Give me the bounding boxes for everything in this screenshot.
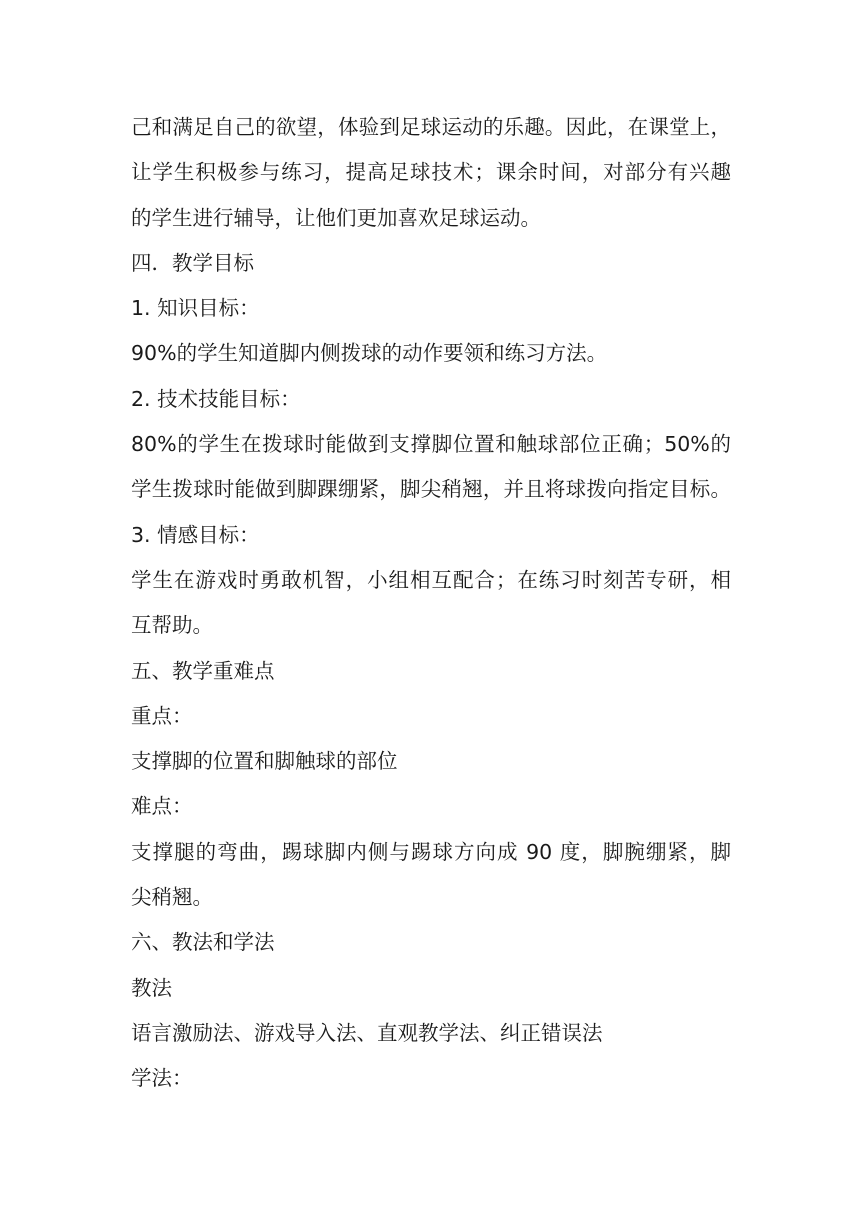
- paragraph-line: 90%的学生知道脚内侧拨球的动作要领和练习方法。: [131, 341, 608, 366]
- paragraph-line: 互帮助。: [131, 613, 213, 638]
- paragraph-line: 80%的学生在拨球时能做到支撑脚位置和触球部位正确；50%的: [131, 432, 731, 457]
- paragraph-line: 让学生积极参与练习，提高足球技术；课余时间，对部分有兴趣: [131, 160, 731, 185]
- label-line: 教法: [131, 975, 172, 1000]
- section-heading: 五、教学重难点: [131, 658, 275, 683]
- paragraph-line: 学生在游戏时勇敢机智，小组相互配合；在练习时刻苦专研，相: [131, 567, 731, 592]
- subsection-heading: 1. 知识目标：: [131, 296, 260, 321]
- label-line: 难点：: [131, 794, 193, 819]
- paragraph-line: 支撑脚的位置和脚触球的部位: [131, 749, 398, 774]
- label-line: 学法：: [131, 1066, 193, 1091]
- subsection-heading: 2. 技术技能目标：: [131, 386, 301, 411]
- paragraph-line: 支撑腿的弯曲，踢球脚内侧与踢球方向成 90 度，脚腕绷紧，脚: [131, 839, 731, 864]
- paragraph-line: 的学生进行辅导，让他们更加喜欢足球运动。: [131, 205, 541, 230]
- paragraph-line: 语言激励法、游戏导入法、直观教学法、纠正错误法: [131, 1020, 603, 1045]
- paragraph-line: 尖稍翘。: [131, 885, 213, 910]
- section-heading: 四．教学目标: [131, 250, 254, 275]
- paragraph-line: 己和满足自己的欲望，体验到足球运动的乐趣。因此，在课堂上，: [131, 115, 731, 139]
- document-body: [131, 105, 731, 1102]
- paragraph-line: 学生拨球时能做到脚踝绷紧，脚尖稍翘，并且将球拨向指定目标。: [131, 477, 731, 502]
- section-heading: 六、教法和学法: [131, 930, 275, 955]
- label-line: 重点：: [131, 703, 193, 728]
- subsection-heading: 3. 情感目标：: [131, 522, 260, 547]
